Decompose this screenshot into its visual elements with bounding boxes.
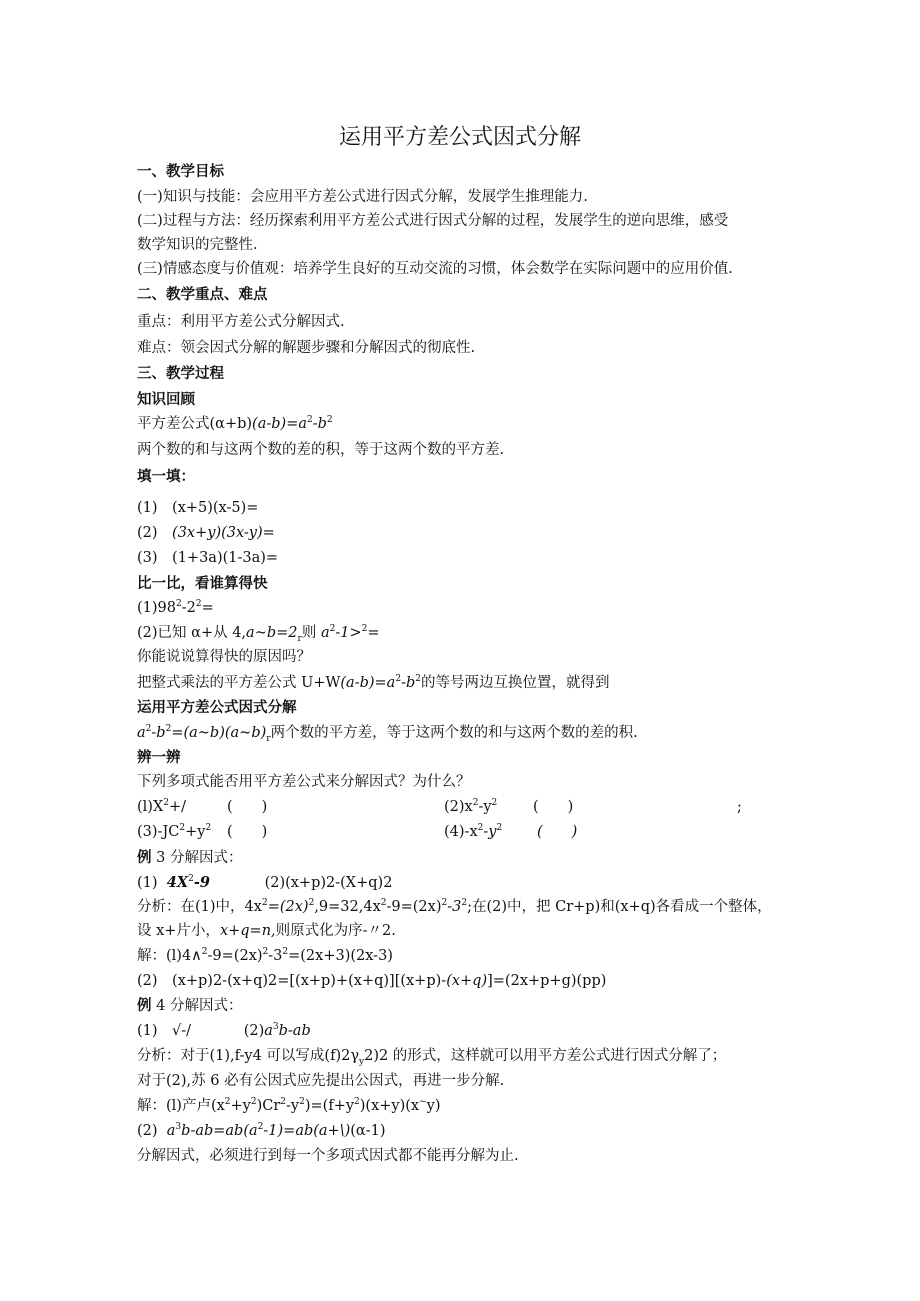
example-3-analysis-2: 设 x+片小，x+q=n,则原式化为序-〃2.	[137, 923, 396, 939]
conclusion: 分解因式，必须进行到每一个多项式因式都不能再分解为止.	[137, 1148, 519, 1164]
example-4-solution-2: (2) $a^3b-ab=ab(a^2-1)=ab(a+\backslash)(\alpha-1)$	[137, 1122, 386, 1139]
judge-heading: 辨一辨	[137, 750, 181, 766]
page-title: 运用平方差公式因式分解	[338, 125, 581, 150]
objective-2: (二)过程与方法：经历探索利用平方差公式进行因式分解的过程，发展学生的逆向思维，感受	[137, 213, 729, 229]
apply-formula: $a^2-b^2=(a\sim b)(a\sim b)_r$两个数的平方差，等于这两个数的和与这两个数的差的积.	[137, 724, 638, 744]
review-formula: 平方差公式$(\alpha+b)(a-b)=a^2-b^2$	[137, 415, 333, 432]
judge-row-2	[137, 822, 757, 842]
example-3-heading: 例 3 分解因式：	[137, 850, 243, 866]
example-4-heading: 例 4 分解因式：	[137, 998, 243, 1014]
section-heading-process: 三、教学过程	[137, 366, 224, 382]
judge-semicolon: ;	[737, 799, 742, 815]
objective-1: (一)知识与技能：会应用平方差公式进行因式分解，发展学生推理能力.	[137, 189, 588, 205]
example-3-problems: (1) $4X^2-9$ (2)(x+p)2-(X+q)2	[137, 874, 393, 891]
compare-heading: 比一比，看谁算得快	[137, 576, 268, 592]
judge-blank-2: ( )	[533, 799, 574, 815]
fill-item-3: (3) (1+3a)(1-3a)=	[137, 550, 279, 566]
example-3-solution-1: 解：$(l)4\wedge^2-9=(2x)^2-3^2=(2x+3)(2x-3)$	[137, 947, 393, 964]
section-heading-objectives: 一、教学目标	[137, 164, 224, 180]
objective-2-cont: 数学知识的完整性.	[137, 237, 258, 253]
judge-item-4: $(4)-x^2-y^2$	[444, 823, 503, 840]
example-3-solution-2: (2) (x+p)2-(x+q)2=[(x+p)+(x+q)][(x+p)-(x+q)]=(2x+p+g)(pp)	[137, 973, 607, 989]
example-4-problems: (1) √-/ $(2)a^3b-ab$	[137, 1022, 311, 1039]
section-heading-key-points: 二、教学重点、难点	[137, 287, 268, 303]
judge-item-2: $(2)x^2-y^2$	[444, 798, 498, 815]
fill-heading: 填一填：	[137, 469, 195, 485]
review-heading: 知识回顾	[137, 392, 195, 408]
compare-question-2: (2)已知 α+从 $4,a\sim b=2_r$则 $a^2-1>^2=$	[137, 624, 380, 644]
fill-item-2: (2) (3x+y)(3x-y)=	[137, 525, 275, 541]
objective-3: (三)情感态度与价值观：培养学生良好的互动交流的习惯，体会数学在实际问题中的应用价值.	[137, 261, 733, 277]
compare-swap: 把整式乘法的平方差公式 $U+W(a-b)=a^2-b^2$的等号两边互换位置，就得到	[137, 674, 610, 691]
example-3-analysis-1: 分析：在(1)中，$4x^2=(2x)^2,9=32,4x^2-9=(2x)^2-3^2$;在(2)中，把 Cr+p)和(x+q)各看成一个整体，	[137, 898, 772, 915]
review-description: 两个数的和与这两个数的差的积，等于这两个数的平方差.	[137, 442, 505, 458]
example-4-solution-1: 解：(l)产卢$(x^2+y^2)Cr^2-y^2)=(f+y^2)(x+y)(x^\sim y)$	[137, 1097, 441, 1114]
apply-heading: 运用平方差公式因式分解	[137, 700, 297, 716]
judge-question: 下列多项式能否用平方差公式来分解因式？为什么？	[137, 774, 471, 790]
judge-item-3: $(3)-JC^2+y^2$	[137, 823, 212, 840]
judge-row-1	[137, 797, 757, 817]
example-4-analysis-1: 分析：对于(1),f-y4 可以写成$(f)2\gamma_y2)2$ 的形式，这样就可以用平方差公式进行因式分解了；	[137, 1048, 727, 1067]
difficulty: 难点：领会因式分解的解题步骤和分解因式的彻底性.	[137, 340, 476, 356]
example-4-analysis-2: 对于(2),苏 6 必有公因式应先提出公因式，再进一步分解.	[137, 1073, 505, 1089]
judge-item-1: $(l)X^2+/$	[137, 798, 187, 815]
fill-item-1: (1) (x+5)(x-5)=	[137, 500, 259, 516]
judge-blank-1: ( )	[227, 799, 268, 815]
compare-ask: 你能说说算得快的原因吗？	[137, 649, 311, 665]
judge-blank-3: ( )	[227, 824, 268, 840]
judge-blank-4: ( )	[537, 824, 578, 840]
key-point: 重点：利用平方差公式分解因式.	[137, 314, 345, 330]
compare-question-1: $(1)98^2-2^2=$	[137, 599, 214, 616]
